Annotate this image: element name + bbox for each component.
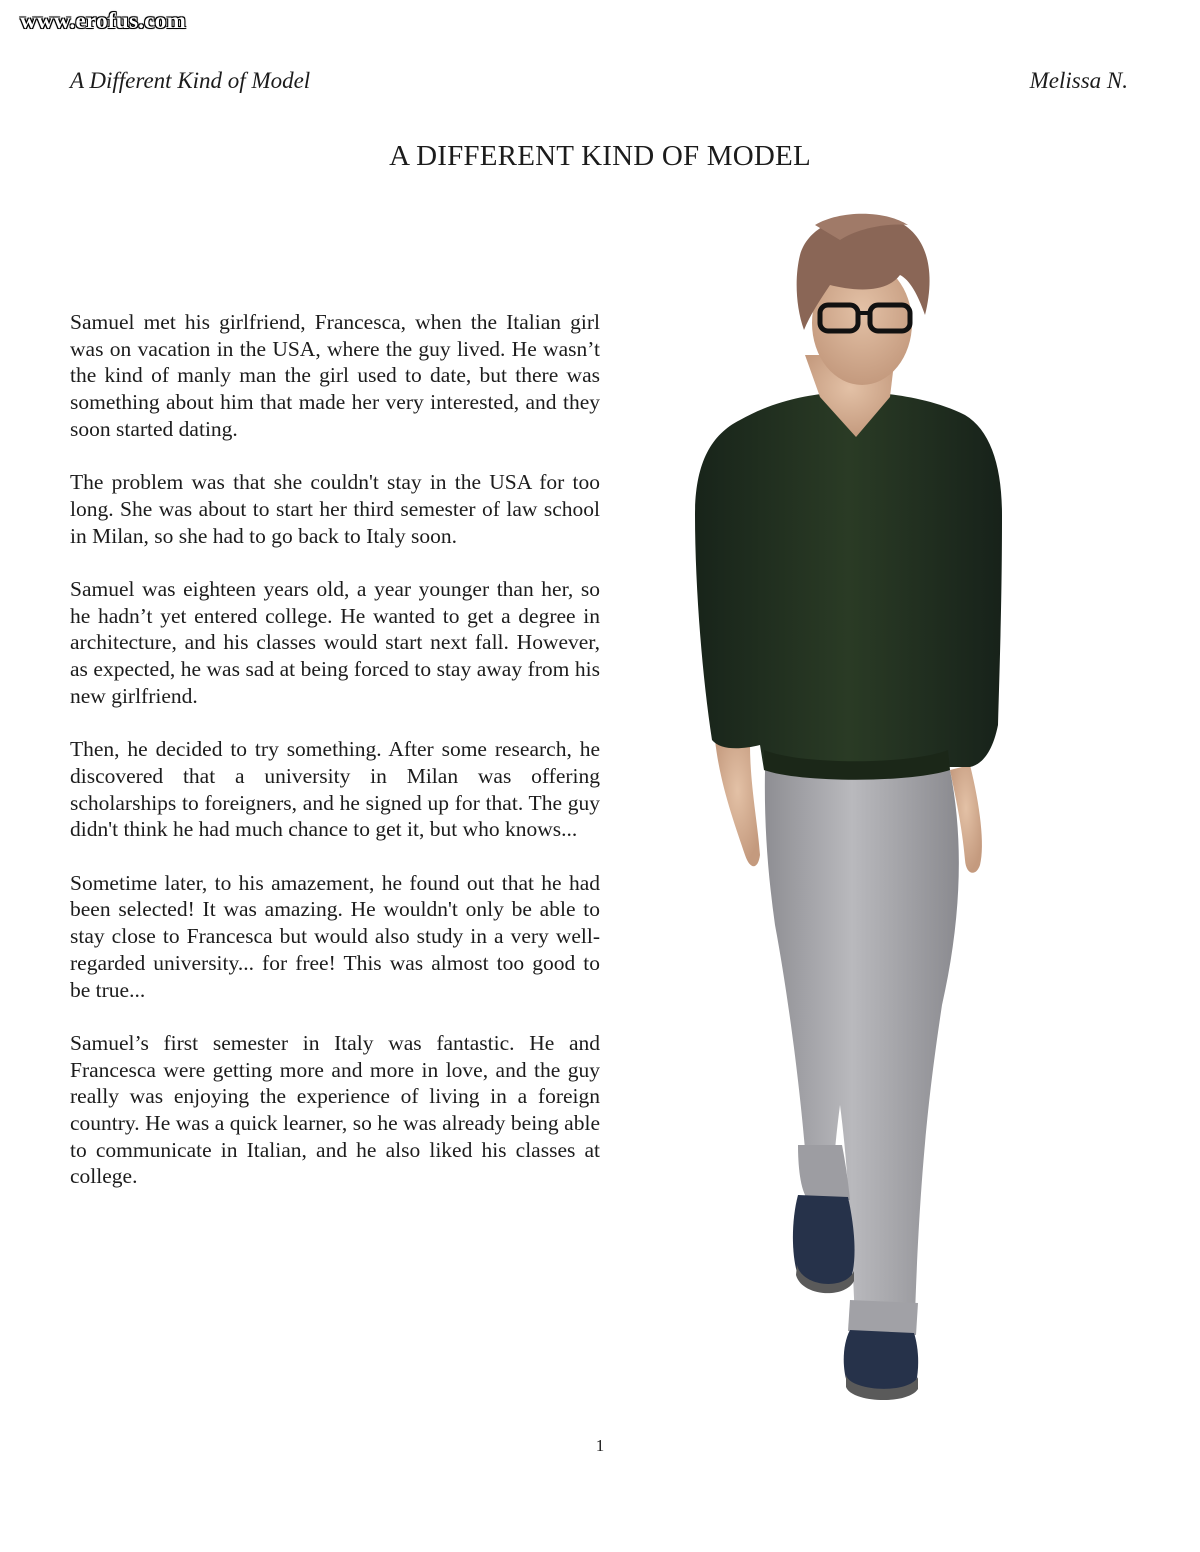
paragraph-2: The problem was that she couldn't stay in the USA for too long. She was about to start her third semester of law school in Milan, so she had to go back to Italy soon. bbox=[70, 470, 600, 548]
chapter-title: A DIFFERENT KIND OF MODEL bbox=[389, 140, 811, 172]
page-number: 1 bbox=[595, 1436, 605, 1455]
character-illustration bbox=[680, 205, 1030, 1405]
sweater bbox=[695, 393, 1002, 780]
paragraph-3: Samuel was eighteen years old, a year younger than her, so he hadn’t yet entered college. He wanted to get a degree in architecture, and his classes would start next fall. However, as expected, he was sad at being forced to stay away from his new girlfriend. bbox=[70, 577, 600, 708]
story-text bbox=[70, 309, 600, 1217]
paragraph-5: Sometime later, to his amazement, he found out that he had been selected! It was amazing. He wouldn't only be able to stay close to Francesca but would also study in a very well-regarded university... for free! This was almost too good to be true... bbox=[70, 870, 600, 1002]
paragraph-6: Samuel’s first semester in Italy was fantastic. He and Francesca were getting more and more in love, and the guy really was enjoying the experience of living in a foreign country. He was a quick learner, so he was already being able to communicate in Italian, and he also liked his classes at college. bbox=[70, 1030, 600, 1189]
watermark: www.erofus.com bbox=[20, 8, 187, 33]
paragraph-4: Then, he decided to try something. After some research, he discovered that a university in Milan was offering scholarships to foreigners, and he signed up for that. The guy didn't think he had much chance to get it, but who knows... bbox=[70, 737, 600, 842]
paragraph-1: Samuel met his girlfriend, Francesca, when the Italian girl was on vacation in the USA, where the guy lived. He wasn’t the kind of manly man the girl used to date, but there was something about him that made her very interested, and they soon started dating. bbox=[70, 310, 600, 441]
running-head-author: Melissa N. bbox=[1029, 68, 1128, 93]
running-head-title: A Different Kind of Model bbox=[70, 68, 311, 93]
